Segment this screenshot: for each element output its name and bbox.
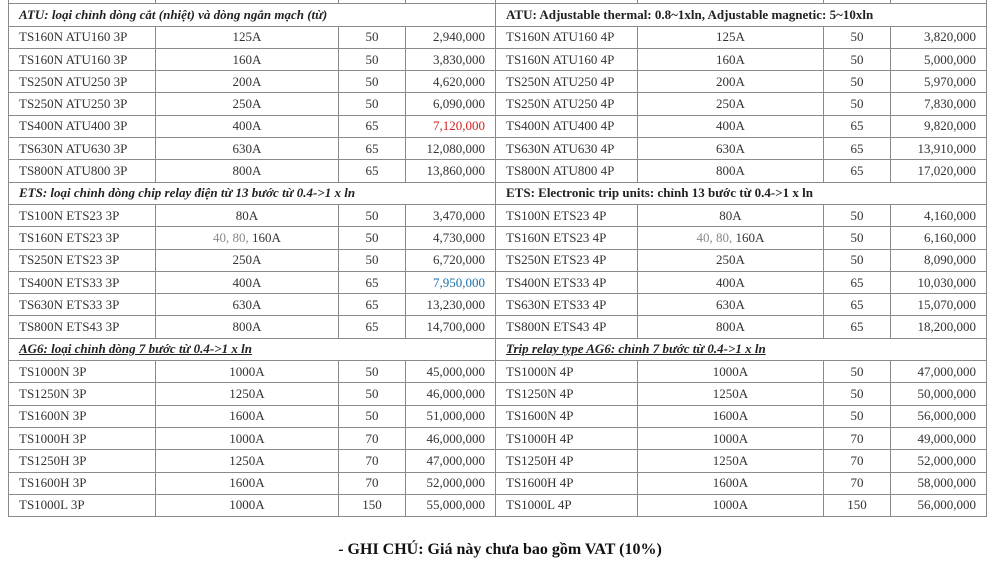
breaking-capacity-4p: 50 (824, 405, 891, 427)
model-4p: TS1000L 4P (496, 494, 638, 516)
breaking-capacity-3p: 70 (339, 427, 406, 449)
price-3p: 46,000,000 (406, 427, 496, 449)
rating-4p: 630A (638, 294, 824, 316)
rating-options: 40, 80, (213, 229, 253, 245)
model-4p: TS400N ETS33 4P (496, 271, 638, 293)
rating-3p: 200A (156, 71, 339, 93)
breaking-capacity-4p: 50 (824, 383, 891, 405)
price-4p: 56,000,000 (891, 405, 987, 427)
breaking-capacity-3p: 65 (339, 271, 406, 293)
breaking-capacity-3p: 50 (339, 249, 406, 271)
section-title-ag6-3p (9, 338, 496, 360)
rating-4p: 1000A (638, 361, 824, 383)
model-3p: TS1000L 3P (9, 494, 156, 516)
table-row (9, 48, 987, 70)
section-header-ag6 (9, 338, 987, 360)
breaking-capacity-3p: 65 (339, 294, 406, 316)
price-3p: 2,940,000 (406, 26, 496, 48)
rating-4p: 1600A (638, 405, 824, 427)
breaking-capacity-3p: 50 (339, 93, 406, 115)
rating-3p: 1000A (156, 361, 339, 383)
price-4p: 47,000,000 (891, 361, 987, 383)
price-3p: 13,860,000 (406, 160, 496, 182)
breaking-capacity-4p: 50 (824, 361, 891, 383)
model-3p: TS1600N 3P (9, 405, 156, 427)
rating-3p: 1600A (156, 405, 339, 427)
model-4p: TS160N ATU160 4P (496, 48, 638, 70)
breaking-capacity-4p: 50 (824, 93, 891, 115)
price-4p: 10,030,000 (891, 271, 987, 293)
breaking-capacity-4p: 65 (824, 316, 891, 338)
price-3p: 12,080,000 (406, 138, 496, 160)
price-4p: 7,830,000 (891, 93, 987, 115)
section-header-ets (9, 182, 987, 204)
price-3p: 13,230,000 (406, 294, 496, 316)
breaking-capacity-3p: 70 (339, 472, 406, 494)
model-4p: TS630N ATU630 4P (496, 138, 638, 160)
table-row (9, 204, 987, 226)
price-3p: 6,720,000 (406, 249, 496, 271)
table-row (9, 93, 987, 115)
breaking-capacity-4p: 70 (824, 472, 891, 494)
model-4p: TS250N ATU250 4P (496, 93, 638, 115)
rating-3p: 1250A (156, 383, 339, 405)
price-4p: 13,910,000 (891, 138, 987, 160)
model-4p: TS250N ETS23 4P (496, 249, 638, 271)
price-4p: 17,020,000 (891, 160, 987, 182)
model-4p: TS1000H 4P (496, 427, 638, 449)
breaking-capacity-3p: 50 (339, 71, 406, 93)
breaking-capacity-3p: 50 (339, 48, 406, 70)
table-row (9, 405, 987, 427)
breaking-capacity-4p: 50 (824, 48, 891, 70)
model-3p: TS160N ETS23 3P (9, 227, 156, 249)
table-row (9, 71, 987, 93)
model-4p: TS800N ETS43 4P (496, 316, 638, 338)
rating-4p: 125A (638, 26, 824, 48)
table-row (9, 472, 987, 494)
model-4p: TS800N ATU800 4P (496, 160, 638, 182)
table-row (9, 383, 987, 405)
rating-4p: 160A (638, 48, 824, 70)
price-4p: 8,090,000 (891, 249, 987, 271)
model-3p: TS100N ETS23 3P (9, 204, 156, 226)
table-row (9, 249, 987, 271)
price-4p: 6,160,000 (891, 227, 987, 249)
rating-3p: 1000A (156, 494, 339, 516)
rating-3p: 250A (156, 249, 339, 271)
model-4p: TS250N ATU250 4P (496, 71, 638, 93)
section-title-ag6-4p (496, 338, 987, 360)
table-row (9, 160, 987, 182)
rating-4p: 400A (638, 271, 824, 293)
price-4p: 56,000,000 (891, 494, 987, 516)
model-4p: TS160N ETS23 4P (496, 227, 638, 249)
breaking-capacity-3p: 50 (339, 26, 406, 48)
price-4p: 5,000,000 (891, 48, 987, 70)
section-title-ets-3p: ETS: loại chỉnh dòng chip relay điện từ 13 bước từ 0.4->1 x ln (9, 182, 496, 204)
model-4p: TS1000N 4P (496, 361, 638, 383)
price-3p: 6,090,000 (406, 93, 496, 115)
rating-4p: 400A (638, 115, 824, 137)
table-row (9, 361, 987, 383)
rating-3p: 630A (156, 294, 339, 316)
breaking-capacity-4p: 50 (824, 249, 891, 271)
model-3p: TS630N ATU630 3P (9, 138, 156, 160)
price-list (8, 0, 986, 517)
rating-3p: 400A (156, 271, 339, 293)
model-3p: TS160N ATU160 3P (9, 48, 156, 70)
model-3p: TS250N ETS23 3P (9, 249, 156, 271)
rating-4p: 1000A (638, 494, 824, 516)
price-4p: 3,820,000 (891, 26, 987, 48)
price-3p-highlighted: 7,950,000 (406, 271, 496, 293)
table-row (9, 138, 987, 160)
model-4p: TS1600N 4P (496, 405, 638, 427)
model-4p: TS100N ETS23 4P (496, 204, 638, 226)
section-title-text: Trip relay type AG6: chỉnh 7 bước từ 0.4->1 x ln (506, 341, 766, 357)
rating-4p: 1000A (638, 427, 824, 449)
model-4p: TS1250H 4P (496, 450, 638, 472)
rating-value: 160A (735, 229, 765, 245)
breaking-capacity-3p: 50 (339, 405, 406, 427)
breaking-capacity-4p: 65 (824, 294, 891, 316)
model-4p: TS1600H 4P (496, 472, 638, 494)
rating-3p: 160A (156, 48, 339, 70)
price-4p: 15,070,000 (891, 294, 987, 316)
breaking-capacity-3p: 65 (339, 138, 406, 160)
breaking-capacity-4p: 70 (824, 427, 891, 449)
model-3p: TS630N ETS33 3P (9, 294, 156, 316)
rating-3p: 400A (156, 115, 339, 137)
section-header-atu (9, 4, 987, 26)
rating-4p: 200A (638, 71, 824, 93)
vat-note: - GHI CHÚ: Giá này chưa bao gồm VAT (10%) (338, 541, 662, 558)
price-4p: 4,160,000 (891, 204, 987, 226)
rating-3p: 80A (156, 204, 339, 226)
model-3p: TS1000N 3P (9, 361, 156, 383)
rating-options: 40, 80, (696, 229, 736, 245)
price-3p: 4,730,000 (406, 227, 496, 249)
table-row (9, 427, 987, 449)
model-3p: TS400N ETS33 3P (9, 271, 156, 293)
price-3p: 51,000,000 (406, 405, 496, 427)
breaking-capacity-4p: 50 (824, 26, 891, 48)
price-3p: 3,470,000 (406, 204, 496, 226)
price-4p: 58,000,000 (891, 472, 987, 494)
rating-4p: 250A (638, 249, 824, 271)
price-3p: 4,620,000 (406, 71, 496, 93)
breaking-capacity-4p: 65 (824, 138, 891, 160)
price-3p: 46,000,000 (406, 383, 496, 405)
rating-3p: 1000A (156, 427, 339, 449)
price-3p: 3,830,000 (406, 48, 496, 70)
breaking-capacity-4p: 70 (824, 450, 891, 472)
breaking-capacity-4p: 150 (824, 494, 891, 516)
price-4p: 18,200,000 (891, 316, 987, 338)
price-3p: 52,000,000 (406, 472, 496, 494)
breaking-capacity-3p: 65 (339, 115, 406, 137)
breaking-capacity-4p: 50 (824, 227, 891, 249)
table-row (9, 227, 987, 249)
rating-4p: 1250A (638, 383, 824, 405)
section-title-atu-4p: ATU: Adjustable thermal: 0.8~1xln, Adjustable magnetic: 5~10xln (496, 4, 987, 26)
price-4p: 9,820,000 (891, 115, 987, 137)
price-3p-highlighted: 7,120,000 (406, 115, 496, 137)
price-3p: 55,000,000 (406, 494, 496, 516)
section-title-ets-4p: ETS: Electronic trip units: chỉnh 13 bước từ 0.4->1 x ln (496, 182, 987, 204)
rating-4p: 80A (638, 204, 824, 226)
price-table (8, 0, 987, 517)
breaking-capacity-4p: 65 (824, 115, 891, 137)
price-3p: 45,000,000 (406, 361, 496, 383)
rating-4p: 1600A (638, 472, 824, 494)
rating-4p: 250A (638, 93, 824, 115)
rating-3p: 630A (156, 138, 339, 160)
model-4p: TS160N ATU160 4P (496, 26, 638, 48)
rating-3p: 800A (156, 316, 339, 338)
breaking-capacity-3p: 65 (339, 160, 406, 182)
model-4p: TS400N ATU400 4P (496, 115, 638, 137)
table-row (9, 494, 987, 516)
model-3p: TS1250H 3P (9, 450, 156, 472)
breaking-capacity-4p: 65 (824, 271, 891, 293)
breaking-capacity-3p: 50 (339, 204, 406, 226)
table-row (9, 271, 987, 293)
price-4p: 49,000,000 (891, 427, 987, 449)
price-3p: 14,700,000 (406, 316, 496, 338)
model-3p: TS800N ATU800 3P (9, 160, 156, 182)
breaking-capacity-3p: 50 (339, 361, 406, 383)
breaking-capacity-4p: 50 (824, 71, 891, 93)
breaking-capacity-3p: 150 (339, 494, 406, 516)
rating-3p: 1250A (156, 450, 339, 472)
breaking-capacity-4p: 65 (824, 160, 891, 182)
rating-4p: 800A (638, 160, 824, 182)
rating-3p: 125A (156, 26, 339, 48)
breaking-capacity-4p: 50 (824, 204, 891, 226)
breaking-capacity-3p: 50 (339, 227, 406, 249)
section-title-atu-3p: ATU: loại chỉnh dòng cắt (nhiệt) và dòng ngắn mạch (từ) (9, 4, 496, 26)
breaking-capacity-3p: 65 (339, 316, 406, 338)
model-3p: TS1250N 3P (9, 383, 156, 405)
rating-3p: 800A (156, 160, 339, 182)
model-3p: TS160N ATU160 3P (9, 26, 156, 48)
price-4p: 5,970,000 (891, 71, 987, 93)
model-4p: TS1250N 4P (496, 383, 638, 405)
rating-4p: 1250A (638, 450, 824, 472)
rating-4p (638, 227, 824, 249)
rating-3p: 1600A (156, 472, 339, 494)
rating-3p: 250A (156, 93, 339, 115)
model-3p: TS1000H 3P (9, 427, 156, 449)
model-3p: TS250N ATU250 3P (9, 93, 156, 115)
breaking-capacity-3p: 70 (339, 450, 406, 472)
table-row (9, 450, 987, 472)
price-3p: 47,000,000 (406, 450, 496, 472)
price-4p: 52,000,000 (891, 450, 987, 472)
table-row (9, 294, 987, 316)
price-4p: 50,000,000 (891, 383, 987, 405)
table-row (9, 316, 987, 338)
table-row (9, 26, 987, 48)
model-3p: TS1600H 3P (9, 472, 156, 494)
model-3p: TS800N ETS43 3P (9, 316, 156, 338)
rating-4p: 800A (638, 316, 824, 338)
table-row (9, 115, 987, 137)
breaking-capacity-3p: 50 (339, 383, 406, 405)
rating-4p: 630A (638, 138, 824, 160)
model-3p: TS250N ATU250 3P (9, 71, 156, 93)
section-title-text: AG6: loại chỉnh dòng 7 bước từ 0.4->1 x ln (19, 341, 252, 357)
model-4p: TS630N ETS33 4P (496, 294, 638, 316)
rating-value: 160A (252, 229, 281, 245)
model-3p: TS400N ATU400 3P (9, 115, 156, 137)
rating-3p (156, 227, 339, 249)
